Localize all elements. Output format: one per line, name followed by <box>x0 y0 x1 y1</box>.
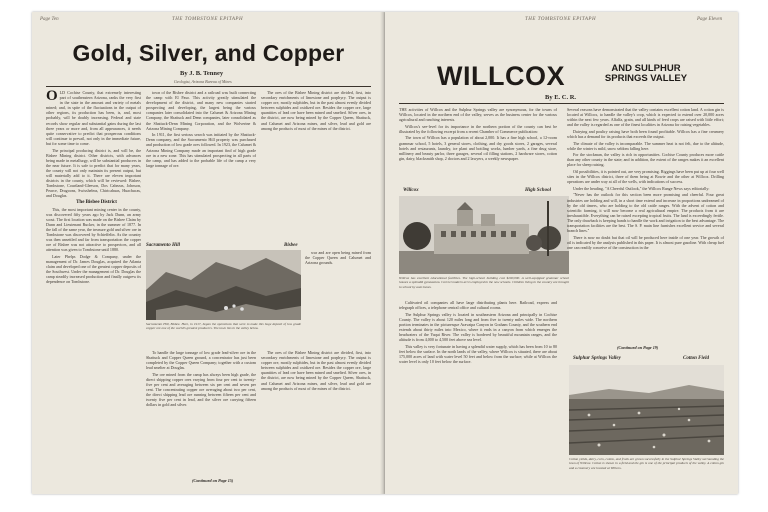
cotton-field-photo-image <box>569 365 724 455</box>
bisbee-photo <box>146 250 301 320</box>
continued-note-right: (Continued on Page 19) <box>617 345 659 350</box>
bottom-left-paragraph-1: To handle the large tonnage of low grade lead-silver ore in the Shattuck and Copper Queen ground, a concentrator has just been completed by the Copper Queen Company; together with a custom lead smelter at Douglas. <box>146 350 256 371</box>
high-school-photo <box>399 196 569 274</box>
left-column <box>46 90 141 470</box>
title-rule-right <box>399 103 724 104</box>
right-top-paragraph: The ores of the Bisbee Mining district are divided, first, into secondary enrichments of limestone and porphyry. The output is copper ore, mostly sulphides, but in the past almost evenly divided between sulphides and oxidized ore. Besides the copper ore, large quantities of lead ore have been mined and smelted. Silver ores, in the district, are now being mined by the Copper Queen, Shattuck, and Calumet and Arizona mines, and silver, lead and gold are among the products of most of the mines of the district. <box>261 90 371 131</box>
author-credit: Geologist, Arizona Bureau of Mines <box>174 79 232 84</box>
article-title: Gold, Silver, and Copper <box>72 40 345 66</box>
right-column-mid <box>305 250 371 346</box>
willcox-subtitle: AND SULPHUR SPRINGS VALLEY <box>604 63 688 84</box>
col2-paragraph-1: Several reasons have demonstrated that the valley contains excellent cotton land. A cotton gin is located at Willcox, to handle the valley's crop, which is expected to extend over 20,000 acres within the next few years. Alfalfa, grain, and all kinds of feed crops are raised with little effort; and the valley is regarded as one of the finest localities in Arizona for raising vegetables. <box>567 107 724 128</box>
col2-paragraph-5: Oil possibilities, it is pointed out, are very promising. Riggings have been put up at four well sites in the Willcox district, three of them being at Bowie and the other at Willcox. Drilling operations are under way at all of the wells, with indications of success. <box>567 169 724 185</box>
col2-paragraph-7: "Never has the outlook for this section been more promising and cheerful. Four great industries are holding and will, in a short time extend and increase in proportions undreamed of by the old timers, who are holding to the old cattle ranges. With the advent of cotton and scientific farming, it will now become a real agricultural empire. The products from it are inexhaustible. Everything can be raised excepting tropical fruits. The land is exceedingly fertile. The only drawback is keeping hands to handle the work and irrigation to the best advantage. The transportation facilities are the best. The S. P. main line furnishes excellent service and several branch lines." <box>567 192 724 234</box>
willcox-lower-paragraph-3: This valley is very fortunate in having a splendid water supply, which has been from 10 to 80 feet below the surface. In the north lands of the valley, where Willcox is situated, there are about 175,000 acres of land with water level 50 feet and below from the surface; while at Willcox the water level is only 10 feet below the surface. <box>399 343 557 365</box>
right-page <box>385 12 738 494</box>
willcox-paragraph-2: Willcox's see-level for its importance in the northern portion of the county can best be illustrated by the following excerpt from a recent Chamber of Commerce publication: <box>399 123 557 134</box>
bottom-left-paragraph-2: The ore mined from the camp has always been high grade, the direct shipping copper ores varying from four per cent to twenty-five per cent and averaging between six per cent and seven per cent. The concentrating copper ore averaging about two per cent, the direct shipping lead ore running between fifteen per cent and twenty five per cent in lead, and the silver ore carrying fifteen dollars in gold and silver. <box>146 371 256 408</box>
photo-tag-cotton-field: Cotton Field <box>683 356 709 361</box>
cotton-field-photo <box>569 365 724 455</box>
intro-paragraph-1: OLD Cochise County, that extremely interesting part of southeastern Arizona, ranks the very first in the state in the amount and variety of metals mined; and, in spite of the fluctuations in the output of other regions, its production has been, is, and, most probably, will be doubly increasing. Federal and state records show regular and substantial gains during the last three years or more and, from all appearances, it needs quite conservative to predict that prosperous conditions will continue to prevail, not only in the immediate future, but for some time to come. <box>46 90 141 146</box>
willcox-column-1-lower <box>399 300 557 472</box>
bisbee-paragraph-2: Later Phelps Dodge & Company, under the management of Dr. James Douglas, acquired the Atlanta claim and developed one of the greatest copper deposits of the Southwest. Under the management of Dr. Douglas the camp steadily increased production and finally outgrew its dependence on Tombstone. <box>46 253 141 285</box>
high-school-photo-image <box>399 196 569 274</box>
left-page <box>32 12 385 494</box>
bottom-column-right <box>261 350 371 472</box>
col2-paragraph-3: The climate of the valley is incomparable. The summer heat is not felt, due to the altitude, while the winter is mild, snow seldom falling here. <box>567 140 724 151</box>
intro-paragraph-2: The principal producing district is, and will be, the Bisbee Mining district. Other districts, with advances being made in metallurgy, will be substantial producers in the near future. It is safe to predict that for many years, the county will not only maintain its present output, but will materially add to it. There are eleven important districts in the county, which will be reviewed: Bisbee, Tombstone, Courtland-Gleeson, Dos Cabezas, Johnson, Pearce, Dragoons, Swisshelms, Chiricahuas, Huachucas, and Douglas. <box>46 147 141 199</box>
photo-tag-willcox: Willcox <box>403 188 419 193</box>
title-rule <box>46 86 371 87</box>
byline: By J. B. Tenney <box>180 70 224 77</box>
right-mid-paragraph: war and are open being mined from the Copper Queen and Calumet and Arizona grounds. <box>305 250 371 266</box>
bisbee-paragraph-1: This, the most important mining center in the county, was discovered fifty years ago by Jack Dunn, an army scout. The first location was made on the Bisbee Claim by Dunn and Lieutenant Rucker, in the summer of 1877. In the fall of the same year, the treasure gold and silver ore in Tombstone was discovered by Schieffelin. As the country was then unsettled and far from transportation the copper ore of Bisbee was not attractive to prospectors, and all attention was given to Tombstone until 1880. <box>46 206 141 253</box>
page-number: Page Ten <box>40 17 59 22</box>
photo-tag-high-school: High School <box>525 188 551 193</box>
photo-caption: Sacramento Hill, Bisbee. Here, in 1917, began the operations that were to make this huge deposit of low grade copper ore one of the world's greatest producers. The town lies in the valley below. <box>146 322 301 331</box>
bottom-right-paragraph: The ores of the Bisbee Mining district are divided, first, into secondary enrichments of limestone and porphyry. The output is copper ore, mostly sulphides, but in the past almost evenly divided between sulphides and oxidized ore. Besides the copper ore, large quantities of lead ore have been mined and smelted. Silver ores, in the district, are now being mined by the Copper Queen, Shattuck, and Calumet and Arizona mines, and silver, lead and gold are among the products of most of the mines of the district. <box>261 350 371 391</box>
running-head: THE TOMBSTONE EPITAPH <box>172 17 244 22</box>
photo-tag-sulphur-springs: Sulphur Springs Valley <box>573 356 621 361</box>
col2-paragraph-8: There is now no doubt but that oil will be produced here inside of one year. The growth of oil is indicated by the analysis published in this paper. It is almost pure gasoline. With cheap fuel one can readily conceive of the construction in the <box>567 234 724 250</box>
photo-tag-sacramento: Sacramento Hill <box>146 243 181 248</box>
page-number-right: Page Eleven <box>697 17 723 22</box>
running-head-right: THE TOMBSTONE EPITAPH <box>525 17 597 22</box>
byline-right: By E. C. R. <box>545 94 577 101</box>
willcox-column-2 <box>567 107 724 342</box>
cotton-photo-caption: Cotton yields, dairy, corn, cotton, and fruits are grown successfully in the Sulphur Springs Valley surrounding the town of Willcox. Cotton is shown in a field and the gin is one of the principal products of the valley. A cotton gin and a creamery are located at Willcox. <box>569 457 724 470</box>
subhead-bisbee: The Bisbee District <box>76 199 117 205</box>
middle-paragraph-1: town of the Bisbee district and a railroad was built connecting the camp with El Paso. This activity greatly stimulated the development of the district, and many new companies started prospecting and developing, the largest being the various companies later consolidated into the Calumet & Arizona Mining Company, the Shattuck and Denn companies, later consolidated as the Shattuck-Denn Mining Corporation, and the Wolverine & Arizona Mining Company. <box>146 90 256 131</box>
right-column-top <box>261 90 371 242</box>
willcox-column-1 <box>399 107 557 185</box>
photo-tag-bisbee: Bisbee <box>284 243 298 248</box>
middle-column <box>146 90 256 240</box>
col2-paragraph-2: Dairying and poultry raising have both been found profitable. Willcox has a fine creamery which has a demand for its products that exceeds the output. <box>567 128 724 139</box>
bottom-column-left <box>146 350 256 472</box>
willcox-lower-paragraph-2: The Sulphur Springs valley is located in southeastern Arizona and principally in Cochise County. The valley is about 120 miles long and from five to twenty miles wide. The northern portion terminates in the picturesque Aravaipa Canyon in Graham County, and the southern end extends about thirty miles into Mexico, where it ends in a canyon from which emerges the headwaters of the Yaqui River. The valley is bordered by beautiful mountain ranges, and the altitude is from 4,000 to 4,500 feet above sea level. <box>399 311 557 343</box>
bisbee-photo-image <box>146 250 301 320</box>
continued-note: (Continued on Page 15) <box>192 478 234 483</box>
middle-paragraph-2: In 1911, the first serious search was initiated by the Shattuck-Denn company, and the Sacramento Hill property was purchased and production of low grade ores followed. In 1923, the Calumet & Arizona Mining Company made an important find of high grade ore in a new zone. This has stimulated prospecting in all parts of the camp, and has added to the probable life of the camp a very large tonnage of ore. <box>146 132 256 168</box>
willcox-paragraph-3: The town of Willcox has a population of about 2,000. It has a fine high school, a 12-room grammar school, 5 hotels, 3 general stores, clothing, and dry goods stores, 2 garages, several hotels and restaurants, laundry, ice plant and bottling works, lumber yards, a fine drug store, millinery and beauty parlor, three garages, several oil filling stations, 2 hardware stores, cotton gin, dairy, blacksmith shop, 2 doctors and 2 lawyers, a weekly newspaper. <box>399 135 557 161</box>
school-photo-caption: Willcox has excellent educational facilities. The high-school building cost $200,000. A well-equipped grammar school houses a splendid gymnasium. Correct modern art is employed in the new schools. Children living in the country are brought to school by auto buses. <box>399 276 569 289</box>
drop-cap: O <box>46 90 58 104</box>
willcox-paragraph-1: THE activities of Willcox and the Sulphur Springs valley are synonymous, for the towns of Willcox, located in the northern end of the valley, serves as the business center for the various agricultural and ranching interests. <box>399 107 557 123</box>
col2-paragraph-6: Under the heading, "A Cheerful Outlook," the Willcox Range News says editorially: <box>573 185 710 191</box>
willcox-title: WILLCOX <box>437 61 565 91</box>
col2-paragraph-4: For the stockman, the valley is rich in opportunities. Cochise County produces more cattle than any other county in the state; and in addition, the extent of the ranges makes it an excellent place for sheep raising. <box>567 152 724 168</box>
willcox-lower-paragraph-1: Cultivated oil companies all have large distributing plants here. Railroad, express and telegraph offices, a telephone central office and cultural rooms. <box>399 300 557 311</box>
